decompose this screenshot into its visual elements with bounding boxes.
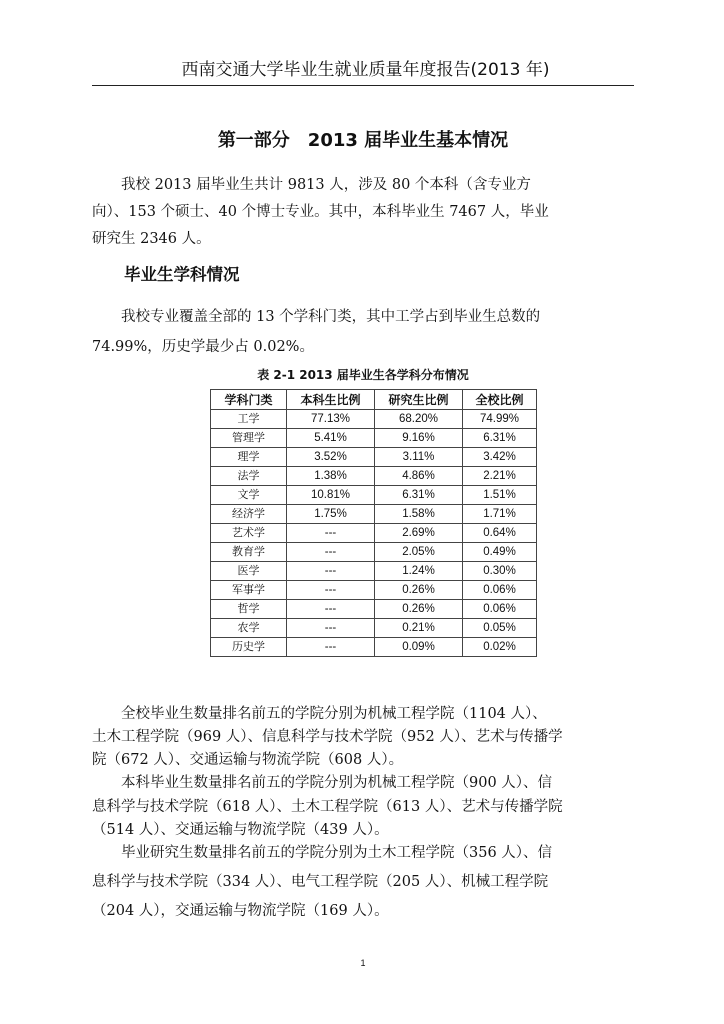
grad-cell: 0.21% bbox=[375, 619, 463, 638]
overall-cell: 0.06% bbox=[463, 600, 537, 619]
discipline-line: 74.99%，历史学最少占 0.02%。 bbox=[92, 339, 314, 355]
discipline-paragraph bbox=[92, 302, 634, 362]
undergrad-cell: --- bbox=[287, 638, 375, 657]
overall-cell: 3.42% bbox=[463, 448, 537, 467]
category-cell: 管理学 bbox=[211, 429, 287, 448]
table-row bbox=[211, 410, 537, 429]
category-cell: 农学 bbox=[211, 619, 287, 638]
overall-ranking-paragraph bbox=[92, 703, 634, 772]
grad-cell: 3.11% bbox=[375, 448, 463, 467]
table-row bbox=[211, 486, 537, 505]
overall-cell: 0.64% bbox=[463, 524, 537, 543]
grad-cell: 4.86% bbox=[375, 467, 463, 486]
undergrad-cell: --- bbox=[287, 619, 375, 638]
category-cell: 艺术学 bbox=[211, 524, 287, 543]
table-row bbox=[211, 524, 537, 543]
undergrad-cell: 77.13% bbox=[287, 410, 375, 429]
table-row bbox=[211, 600, 537, 619]
table-row bbox=[211, 619, 537, 638]
table-row bbox=[211, 638, 537, 657]
category-cell: 军事学 bbox=[211, 581, 287, 600]
undergrad-cell: 3.52% bbox=[287, 448, 375, 467]
overall-cell: 1.71% bbox=[463, 505, 537, 524]
part-title: 第一部分 2013 届毕业生基本情况 bbox=[217, 130, 509, 151]
table-row bbox=[211, 429, 537, 448]
column-header: 本科生比例 bbox=[287, 390, 375, 410]
category-cell: 工学 bbox=[211, 410, 287, 429]
intro-line: 向）、153 个硕士、40 个博士专业。其中，本科毕业生 7467 人，毕业 bbox=[92, 204, 549, 220]
paragraph-line: 土木工程学院（969 人）、信息科学与技术学院（952 人）、艺术与传播学 bbox=[92, 729, 563, 745]
category-cell: 理学 bbox=[211, 448, 287, 467]
overall-cell: 0.02% bbox=[463, 638, 537, 657]
intro-line: 研究生 2346 人。 bbox=[92, 231, 211, 247]
overall-cell: 0.30% bbox=[463, 562, 537, 581]
table-row bbox=[211, 448, 537, 467]
discipline-distribution-table bbox=[210, 389, 537, 657]
discipline-line: 我校专业覆盖全部的 13 个学科门类，其中工学占到毕业生总数的 bbox=[92, 309, 541, 325]
table-row bbox=[211, 562, 537, 581]
overall-cell: 0.05% bbox=[463, 619, 537, 638]
table-caption: 表 2-1 2013 届毕业生各学科分布情况 bbox=[257, 368, 469, 382]
undergrad-cell: 1.38% bbox=[287, 467, 375, 486]
table-header-row bbox=[211, 390, 537, 410]
section-heading: 毕业生学科情况 bbox=[124, 265, 240, 284]
column-header: 研究生比例 bbox=[375, 390, 463, 410]
paragraph-line: （514 人）、交通运输与物流学院（439 人）。 bbox=[92, 822, 389, 838]
paragraph-line: 毕业研究生数量排名前五的学院分别为土木工程学院（356 人）、信 bbox=[92, 845, 553, 861]
grad-cell: 0.26% bbox=[375, 581, 463, 600]
grad-cell: 1.58% bbox=[375, 505, 463, 524]
overall-cell: 1.51% bbox=[463, 486, 537, 505]
grad-ranking-paragraph bbox=[92, 839, 634, 926]
grad-cell: 6.31% bbox=[375, 486, 463, 505]
undergrad-cell: --- bbox=[287, 581, 375, 600]
undergrad-cell: --- bbox=[287, 600, 375, 619]
running-header: 西南交通大学毕业生就业质量年度报告(2013 年) bbox=[181, 60, 550, 80]
category-cell: 历史学 bbox=[211, 638, 287, 657]
overall-cell: 74.99% bbox=[463, 410, 537, 429]
paragraph-line: 本科毕业生数量排名前五的学院分别为机械工程学院（900 人）、信 bbox=[92, 775, 553, 791]
undergrad-cell: 10.81% bbox=[287, 486, 375, 505]
column-header: 全校比例 bbox=[463, 390, 537, 410]
grad-cell: 68.20% bbox=[375, 410, 463, 429]
header-rule bbox=[92, 85, 634, 86]
paragraph-line: （204 人），交通运输与物流学院（169 人）。 bbox=[92, 903, 389, 919]
grad-cell: 2.05% bbox=[375, 543, 463, 562]
undergrad-cell: --- bbox=[287, 543, 375, 562]
category-cell: 文学 bbox=[211, 486, 287, 505]
category-cell: 医学 bbox=[211, 562, 287, 581]
paragraph-line: 全校毕业生数量排名前五的学院分别为机械工程学院（1104 人）、 bbox=[92, 706, 547, 722]
table-row bbox=[211, 467, 537, 486]
paragraph-line: 息科学与技术学院（334 人）、电气工程学院（205 人）、机械工程学院 bbox=[92, 874, 549, 890]
grad-cell: 9.16% bbox=[375, 429, 463, 448]
intro-line: 我校 2013 届毕业生共计 9813 人，涉及 80 个本科（含专业方 bbox=[92, 177, 531, 193]
intro-paragraph bbox=[92, 172, 634, 253]
table-row bbox=[211, 581, 537, 600]
overall-cell: 2.21% bbox=[463, 467, 537, 486]
page-number: 1 bbox=[360, 958, 366, 968]
paragraph-line: 院（672 人）、交通运输与物流学院（608 人）。 bbox=[92, 752, 404, 768]
overall-cell: 6.31% bbox=[463, 429, 537, 448]
category-cell: 哲学 bbox=[211, 600, 287, 619]
undergrad-cell: --- bbox=[287, 562, 375, 581]
undergrad-cell: 1.75% bbox=[287, 505, 375, 524]
grad-cell: 2.69% bbox=[375, 524, 463, 543]
table-row bbox=[211, 505, 537, 524]
paragraph-line: 息科学与技术学院（618 人）、土木工程学院（613 人）、艺术与传播学院 bbox=[92, 798, 563, 815]
category-cell: 法学 bbox=[211, 467, 287, 486]
category-cell: 经济学 bbox=[211, 505, 287, 524]
grad-cell: 1.24% bbox=[375, 562, 463, 581]
undergrad-ranking-paragraph bbox=[92, 772, 634, 843]
undergrad-cell: 5.41% bbox=[287, 429, 375, 448]
undergrad-cell: --- bbox=[287, 524, 375, 543]
grad-cell: 0.26% bbox=[375, 600, 463, 619]
grad-cell: 0.09% bbox=[375, 638, 463, 657]
category-cell: 教育学 bbox=[211, 543, 287, 562]
overall-cell: 0.49% bbox=[463, 543, 537, 562]
overall-cell: 0.06% bbox=[463, 581, 537, 600]
table-row bbox=[211, 543, 537, 562]
column-header: 学科门类 bbox=[211, 390, 287, 410]
